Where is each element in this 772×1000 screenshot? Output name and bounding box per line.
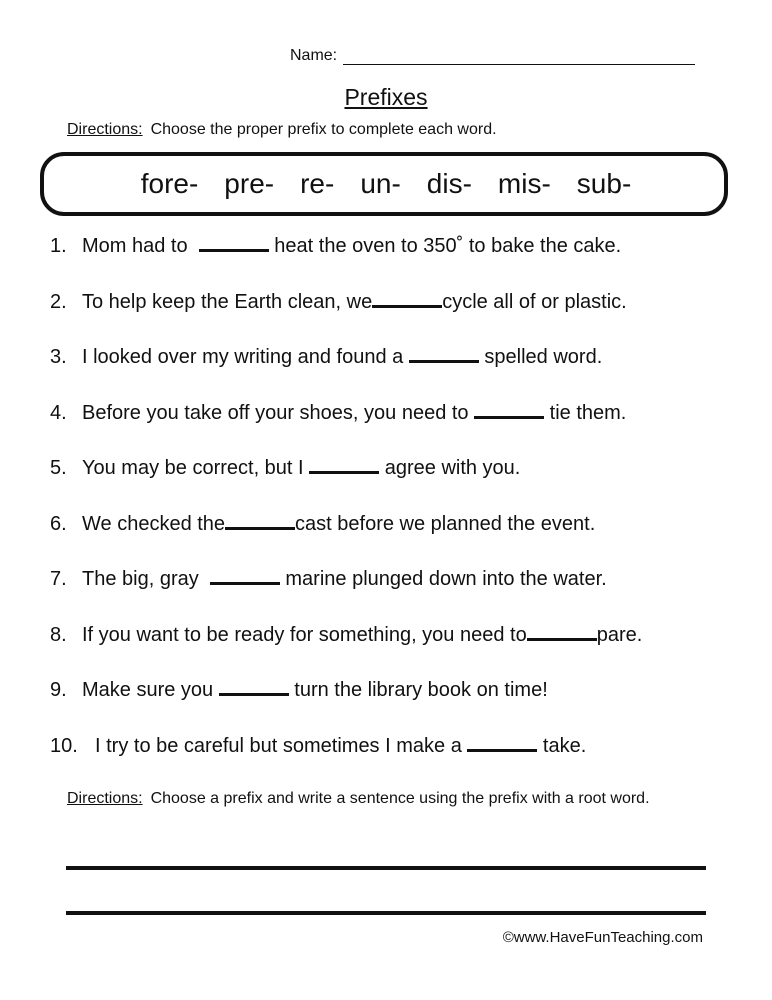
prefix-sub: sub-: [576, 168, 632, 199]
question-text-after: marine plunged down into the water.: [279, 568, 607, 590]
question-text-after: take.: [537, 734, 587, 757]
question-number: 4.: [50, 401, 67, 424]
page-title: [0, 84, 772, 111]
question-item: [50, 291, 627, 314]
answer-blank[interactable]: [467, 748, 537, 752]
question-item: [50, 624, 642, 647]
question-text-after: pare.: [596, 623, 643, 646]
question-text-after: agree with you.: [379, 457, 521, 479]
question-text-before: You may be correct, but I: [82, 457, 310, 479]
question-number: 6.: [50, 512, 67, 535]
prefix-mis: mis-: [497, 168, 551, 199]
directions-text: Choose the proper prefix to complete each word.: [150, 121, 497, 138]
question-text-before: If you want to be ready for something, you need to: [82, 623, 527, 646]
answer-blank[interactable]: [474, 415, 544, 419]
question-text-after: cast before we planned the event.: [295, 512, 596, 535]
question-number: 10.: [50, 734, 78, 757]
title-text: Prefixes: [344, 84, 428, 110]
question-number: 2.: [50, 290, 67, 313]
answer-blank[interactable]: [219, 692, 289, 696]
question-text-after: spelled word.: [478, 346, 603, 368]
question-text-after: turn the library book on time!: [288, 679, 548, 701]
question-text-before: Make sure you: [82, 679, 219, 701]
question-text-before: To help keep the Earth clean, we: [82, 290, 373, 313]
writing-line-1[interactable]: [66, 866, 706, 870]
answer-blank[interactable]: [210, 581, 280, 585]
question-number: 3.: [50, 346, 67, 368]
prefix-re: re-: [300, 168, 335, 199]
question-text-before: Before you take off your shoes, you need to: [82, 401, 475, 424]
question-number: 5.: [50, 457, 67, 479]
prefix-un: un-: [360, 168, 401, 199]
question-number: 9.: [50, 679, 67, 701]
question-text-before: I looked over my writing and found a: [82, 346, 409, 368]
copyright: ©www.HaveFunTeaching.com: [502, 929, 703, 946]
name-label: Name:: [290, 47, 338, 64]
prefix-word-bank: [40, 152, 728, 216]
name-line[interactable]: [343, 50, 695, 65]
prefix-pre: pre-: [224, 168, 275, 199]
question-item: [50, 457, 520, 480]
question-text-before: The big, gray: [82, 568, 210, 590]
question-text-after: tie them.: [544, 401, 627, 424]
question-number: 1.: [50, 235, 67, 257]
question-item: [50, 346, 602, 369]
question-item: [50, 513, 595, 536]
answer-blank[interactable]: [225, 526, 295, 530]
question-item: [50, 568, 607, 591]
directions-text: Choose a prefix and write a sentence using the prefix with a root word.: [150, 790, 650, 807]
question-item: [50, 735, 586, 758]
name-field[interactable]: [290, 47, 695, 65]
directions-1: [67, 121, 497, 139]
prefix-fore: fore-: [140, 168, 199, 199]
question-number: 7.: [50, 568, 67, 590]
question-text-after: heat the oven to 350˚ to bake the cake.: [268, 235, 622, 257]
answer-blank[interactable]: [309, 470, 379, 474]
question-text-before: I try to be careful but sometimes I make a: [95, 734, 468, 757]
prefix-dis: dis-: [426, 168, 472, 199]
answer-blank[interactable]: [199, 248, 269, 252]
answer-blank[interactable]: [409, 359, 479, 363]
answer-blank[interactable]: [372, 304, 442, 308]
directions-2: [67, 788, 687, 809]
question-item: [50, 679, 548, 702]
directions-label: Directions:: [67, 790, 143, 807]
question-text-before: We checked the: [82, 512, 226, 535]
directions-label: Directions:: [67, 121, 143, 138]
question-text-after: cycle all of or plastic.: [442, 290, 627, 313]
question-text-before: Mom had to: [82, 235, 199, 257]
answer-blank[interactable]: [527, 637, 597, 641]
question-item: [50, 402, 626, 425]
question-number: 8.: [50, 623, 67, 646]
question-item: [50, 235, 621, 258]
writing-line-2[interactable]: [66, 911, 706, 915]
